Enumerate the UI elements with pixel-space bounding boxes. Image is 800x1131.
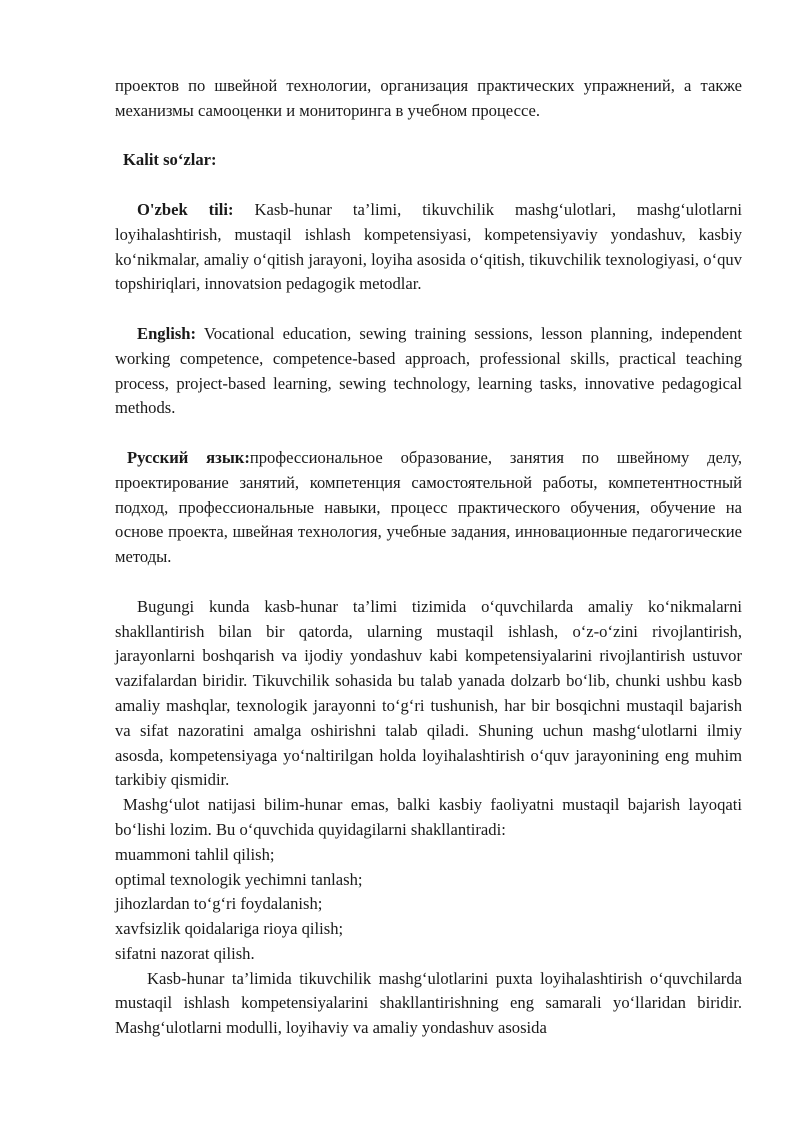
keywords-heading [115,148,742,173]
body-paragraph-2: Mashg‘ulot natijasi bilim-hunar emas, balki kasbiy faoliyatni mustaqil bajarish layoqati bo‘lishi lozim. Bu o‘quvchida quyidagilarni shakllantiradi: [115,795,742,839]
keywords-russian-text: профессиональное образование, занятия по швейному делу, проектирование занятий, компетенция самостоятельной работы, компетентностный подход, профессиональные навыки, процесс практического обучения, обучение на основе проекта, швейная технология, учебные задания, инновационные педагогические методы. [115,447,742,567]
list-item: sifatni nazorat qilish. [115,943,255,963]
document-page [115,74,742,1041]
keywords-english [115,322,742,421]
list-item: xavfsizlik qoidalariga rioya qilish; [115,919,344,939]
keywords-russian [115,446,742,570]
abstract-tail: проектов по швейной технологии, организация практических упражнений, а также механизмы самооценки и мониторинга в учебном процессе. [115,76,742,120]
list-item: muammoni tahlil qilish; [115,844,275,864]
keywords-uzbek-label: O'zbek tili: [137,199,234,219]
body-paragraph-3: Kasb-hunar ta’limida tikuvchilik mashg‘ulotlarini puxta loyihalashtirish o‘quvchilarda mustaqil ishlash kompetensiyalarini shakllantirishning eng samarali yo‘llaridan biridir. Mashg‘ulotlarni modulli, loyihaviy va amaliy yondashuv asosida [115,968,742,1038]
keywords-heading-text: Kalit so‘zlar: [123,150,217,170]
keywords-uzbek-text: Kasb-hunar ta’limi, tikuvchilik mashg‘ulotlari, mashg‘ulotlarni loyihalashtirish, mustaqil ishlash kompetensiyasi, kompetensiyaviy yondashuv, kasbiy ko‘nikmalar, amaliy o‘qitish jarayoni, loyiha asosida o‘qitish, tikuvchilik texnologiyasi, o‘quv topshiriqlari, innovatsion pedagogik metodlar. [115,199,742,294]
keywords-uzbek [115,198,742,297]
list-item: optimal texnologik yechimni tanlash; [115,869,363,889]
keywords-russian-label: Русский язык: [127,447,250,467]
skills-list [115,843,742,967]
list-item: jihozlardan to‘g‘ri foydalanish; [115,894,323,914]
keywords-english-label: English: [137,323,197,343]
body-paragraph-1: Bugungi kunda kasb-hunar ta’limi tizimida o‘quvchilarda amaliy ko‘nikmalarni shakllantirish bilan bir qatorda, ularning mustaqil ishlash, o‘z-o‘zini rivojlantirish, jarayonlarni boshqarish va ijodiy yondashuv kabi kompetensiyalarini rivojlantirish ustuvor vazifalardan biridir. Tikuvchilik sohasida bu talab yanada dolzarb bo‘lib, chunki ushbu kasb amaliy mashqlar, texnologik jarayonni to‘g‘ri tushunish, har bir bosqichni mustaqil bajarish va sifat nazoratini amalga oshirishni talab qiladi. Shuning uchun mashg‘ulotlarni ilmiy asosda, kompetensiyaga yo‘naltirilgan holda loyihalashtirish o‘quv jarayonining eng muhim tarkibiy qismidir. [115,596,742,790]
keywords-english-text: Vocational education, sewing training sessions, lesson planning, independent working competence, competence-based approach, professional skills, practical teaching process, project-based learning, sewing technology, learning tasks, innovative pedagogical methods. [115,323,742,418]
